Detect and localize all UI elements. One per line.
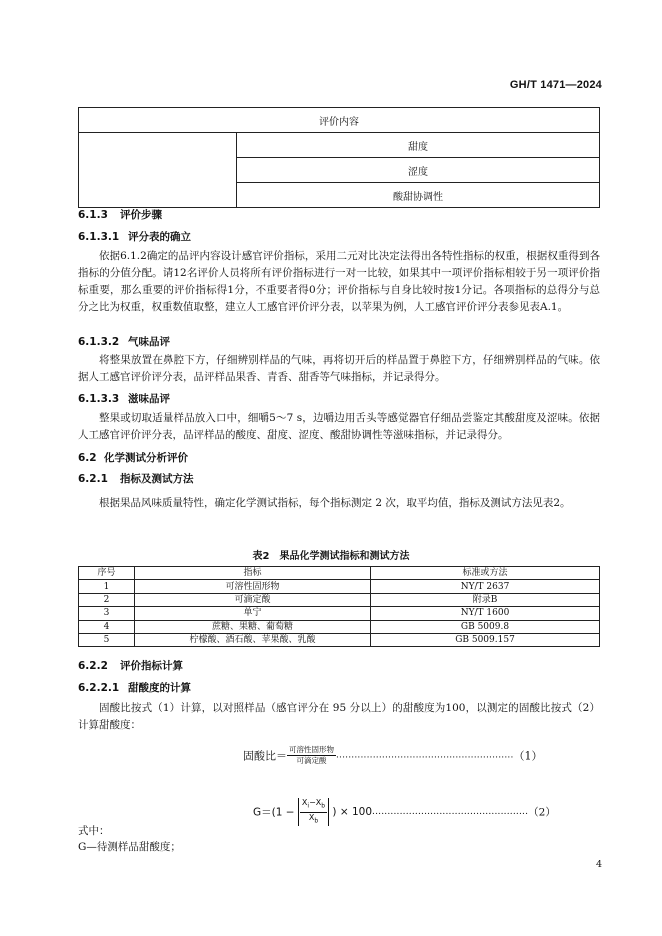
table-cell: 5 [79,633,135,646]
formula-lhs: 固酸比＝ [243,749,287,763]
paragraph-6-2-1: 根据果品风味质量特性，确定化学测试指标，每个指标测定 2 次，取平均值，指标及测试方法见表2。 [99,497,571,509]
section-title: 评价指标计算 [120,660,183,672]
section-heading-6-2-2 [78,658,183,673]
evaluation-content-table [78,107,600,208]
section-heading-6-2-1 [78,471,194,486]
section-title: 化学测试分析评价 [104,452,188,464]
sub-i: i [307,802,310,810]
section-title: 滋味品评 [128,393,170,405]
section-heading-6-2-2-1 [78,680,191,695]
section-heading-6-1-3 [78,207,162,222]
section-number: 6.1.3 [78,209,108,221]
table-row [79,133,600,158]
table-row [79,607,600,620]
table-cell: 3 [79,607,135,620]
sub-b: b [321,802,326,810]
section-heading-6-1-3-1 [78,229,191,244]
section-title: 甜酸度的计算 [128,682,191,694]
table-row [79,620,600,633]
var-x: X [301,798,308,807]
table-cell: 1 [79,580,135,593]
formula-label: （1） [513,749,543,763]
table-cell: 蔗糖、果糖、葡萄糖 [135,620,371,633]
table-cell: 柠檬酸、酒石酸、苹果酸、乳酸 [135,633,371,646]
table-cell: 4 [79,620,135,633]
section-number: 6.1.3.2 [78,336,120,348]
table-cell: NY/T 2637 [371,580,600,593]
section-number: 6.2.2 [78,660,108,672]
section-heading-6-2 [78,450,188,465]
table-cell: GB 5009.157 [371,633,600,646]
table-cell: 可溶性固形物 [135,580,371,593]
table-cell: 涩度 [237,158,600,183]
formula-fraction [300,798,327,826]
section-heading-6-1-3-3 [78,391,170,406]
formula-fraction [287,745,336,766]
table-cell: 甜度 [237,133,600,158]
formula-dots: ................................................... [372,807,529,818]
formula-label: （2） [528,806,556,819]
table-cell: 单宁 [135,607,371,620]
table-row [79,580,600,593]
formula-1 [243,745,543,766]
section-number: 6.2.2.1 [78,682,120,694]
table-header-cell: 指标 [135,567,371,580]
table-header-cell: 评价内容 [79,108,600,133]
where-g-definition: G—待测样品甜酸度； [78,841,181,853]
section-title: 气味品评 [128,336,170,348]
formula-denominator: 可滴定酸 [296,756,327,765]
formula-rhs: ) × 100 [332,806,373,819]
paragraph-6-1-3-1: 依据6.1.2确定的品评内容设计感官评价指标，采用二元对比决定法得出各特性指标的权重，根据权重得到各指标的分值分配。请12名评价人员将所有评价指标进行一对一比较，如果其中一项评价指标相较于另一项评价指标重要，那么重要的评价指标得1分，不重要者得0分；评价指标与自身比较时按1分记。各项指标的总得分与总分之比为权重，权重数值取整，建立人工感官评价评分表，以苹果为例，人工感官评价评分表参见表A.1。 [78,250,600,313]
section-number: 6.2.1 [78,473,108,485]
paragraph-6-2-2-1: 固酸比按式（1）计算，以对照样品（感官评分在 95 分以上）的甜酸度为100，以测定的固酸比按式（2）计算甜酸度： [78,702,600,731]
minus-x: −X [309,798,322,807]
absolute-value-bars [298,798,329,826]
formula-lhs: G＝(1 − [253,806,295,819]
formula-2 [253,798,556,826]
standard-code: GH/T 1471—2024 [509,79,602,91]
paragraph-6-1-3-3: 整果或切取适量样品放入口中，细嚼5～7 s，边嚼边用舌头等感觉器官仔细品尝鉴定其酸甜度及涩味。依据人工感官评价评分表，品评样品的酸度、甜度、涩度、酸甜协调性等滋味指标，并记录得分。 [78,412,600,441]
section-number: 6.1.3.3 [78,393,120,405]
where-intro: 式中： [78,825,110,837]
table-header-cell: 序号 [79,567,135,580]
var-x: X [308,812,315,822]
table-row [79,593,600,606]
table-cell: 2 [79,593,135,606]
table-cell: 可滴定酸 [135,593,371,606]
sub-b: b [314,817,319,825]
section-number: 6.2 [78,452,97,464]
table-cell: NY/T 1600 [371,607,600,620]
page-number: 4 [595,859,602,870]
section-number: 6.1.3.1 [78,231,120,243]
table2-caption: 表2 果品化学测试指标和测试方法 [252,551,410,562]
table-row [79,108,600,133]
table-cell: 酸甜协调性 [237,183,600,208]
table-header-row [79,567,600,580]
formula-numerator: 可溶性固形物 [289,745,334,754]
paragraph-6-1-3-2: 将整果放置在鼻腔下方，仔细辨别样品的气味，再将切开后的样品置于鼻腔下方，仔细辨别样品的气味。依据人工感官评价评分表，品评样品果香、青香、甜香等气味指标，并记录得分。 [78,354,600,383]
table-cell: 附录B [371,593,600,606]
formula-dots: .......................................................... [336,750,514,761]
formula-numerator [300,798,327,813]
table-cell-empty [79,133,237,208]
table-row [79,633,600,646]
section-title: 评价步骤 [120,209,162,221]
table-header-cell: 标准或方法 [371,567,600,580]
chemical-test-table [78,566,600,647]
table-cell: GB 5009.8 [371,620,600,633]
section-heading-6-1-3-2 [78,334,170,349]
section-title: 指标及测试方法 [120,473,194,485]
section-title: 评分表的确立 [128,231,191,243]
